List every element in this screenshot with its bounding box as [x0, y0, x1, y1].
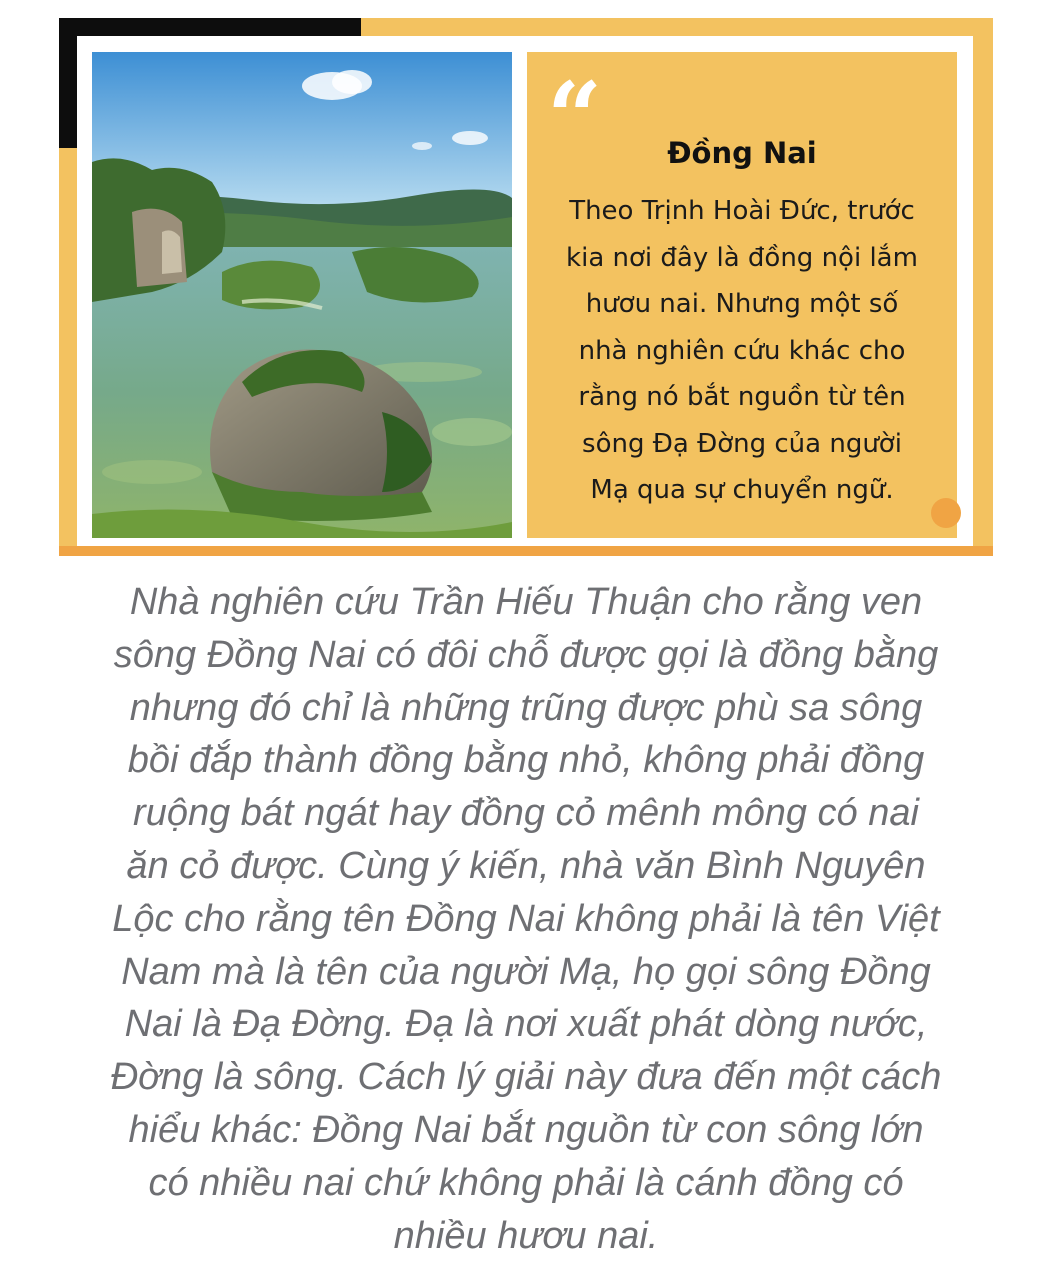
decorative-dot-icon [931, 498, 961, 528]
card-bottom-stripe [59, 546, 993, 556]
quote-mark-icon: “ [547, 61, 589, 174]
quote-title: Đồng Nai [667, 136, 817, 170]
quote-panel [527, 52, 957, 538]
article-line: hiểu khác: Đồng Nai bắt nguồn từ con sông lớn [128, 1108, 924, 1151]
corner-accent-top [59, 18, 361, 36]
quote-line: kia nơi đây là đồng nội lắm [566, 242, 918, 273]
article-line: Lộc cho rằng tên Đồng Nai không phải là tên Việt [112, 897, 940, 940]
article-line: bồi đắp thành đồng bằng nhỏ, không phải đồng [127, 739, 925, 782]
article-line: ăn cỏ được. Cùng ý kiến, nhà văn Bình Nguyên [126, 844, 926, 887]
article-line: sông Đồng Nai có đôi chỗ được gọi là đồng bằng [113, 633, 939, 676]
landscape-photo [92, 52, 512, 538]
infographic-card [59, 18, 993, 556]
quote-side-bar [965, 54, 973, 520]
quote-line: Theo Trịnh Hoài Đức, trước [569, 196, 915, 226]
article-line: nhiều hươu nai. [393, 1214, 659, 1257]
article-paragraph [40, 576, 1012, 1262]
landscape-illustration [92, 52, 512, 538]
article-line: Nhà nghiên cứu Trần Hiếu Thuận cho rằng ven [129, 581, 923, 623]
article-line: Nam mà là tên của người Mạ, họ gọi sông Đồng [121, 950, 931, 993]
quote-line: Mạ qua sự chuyển ngữ. [590, 475, 894, 505]
quote-line: hươu nai. Nhưng một số [585, 289, 899, 319]
quote-line: rằng nó bắt nguồn từ tên [578, 382, 906, 412]
article-line: ruộng bát ngát hay đồng cỏ mênh mông có nai [133, 792, 919, 835]
quote-line: nhà nghiên cứu khác cho [578, 335, 906, 366]
article-line: có nhiều nai chứ không phải là cánh đồng có [148, 1161, 904, 1204]
corner-accent-left [59, 18, 77, 148]
article-line: Nai là Đạ Đờng. Đạ là nơi xuất phát dòng nước, [124, 1003, 928, 1046]
quote-line: sông Đạ Đờng của người [582, 428, 902, 459]
article-line: nhưng đó chỉ là những trũng được phù sa sông [129, 686, 923, 729]
article-line: Đờng là sông. Cách lý giải này đưa đến một cách [110, 1056, 942, 1099]
quote-body [527, 188, 957, 514]
